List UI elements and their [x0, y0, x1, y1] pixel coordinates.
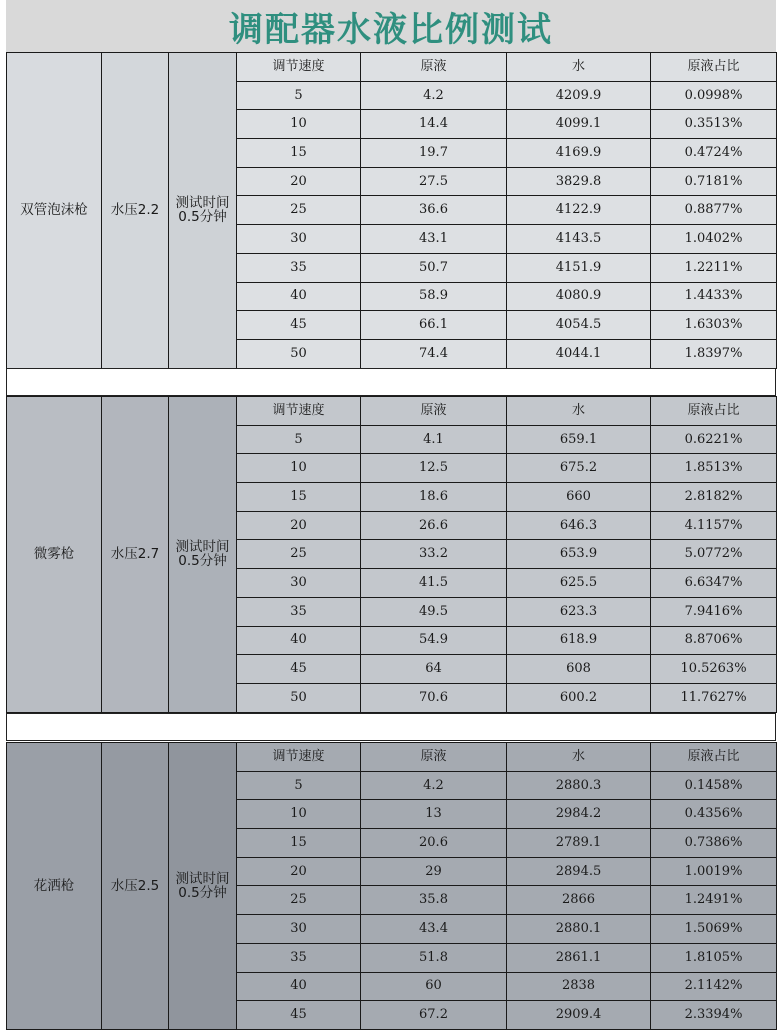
cell-ratio: 1.8397% [651, 339, 777, 368]
column-header-ratio: 原液占比 [651, 397, 777, 426]
cell-speed: 35 [237, 253, 361, 282]
cell-concentrate: 43.1 [361, 225, 507, 254]
cell-concentrate: 74.4 [361, 339, 507, 368]
cell-ratio: 8.8706% [651, 626, 777, 655]
cell-water: 2866 [507, 886, 651, 915]
cell-ratio: 1.2211% [651, 253, 777, 282]
section-mist-gun [6, 396, 776, 713]
table-body [7, 397, 777, 713]
cell-concentrate: 4.2 [361, 81, 507, 110]
column-header-speed: 调节速度 [237, 397, 361, 426]
cell-water: 3829.8 [507, 167, 651, 196]
table-body [7, 743, 777, 1030]
cell-speed: 45 [237, 655, 361, 684]
cell-ratio: 1.0019% [651, 857, 777, 886]
cell-speed: 50 [237, 683, 361, 712]
column-header-ratio: 原液占比 [651, 53, 777, 82]
cell-speed: 35 [237, 597, 361, 626]
cell-ratio: 1.2491% [651, 886, 777, 915]
cell-speed: 5 [237, 771, 361, 800]
cell-concentrate: 67.2 [361, 1001, 507, 1030]
test-time-value: 0.5分钟 [178, 209, 227, 226]
cell-water: 675.2 [507, 454, 651, 483]
section-shower-gun [6, 742, 776, 1030]
cell-ratio: 0.1458% [651, 771, 777, 800]
cell-concentrate: 26.6 [361, 511, 507, 540]
cell-speed: 5 [237, 81, 361, 110]
cell-water: 623.3 [507, 597, 651, 626]
cell-speed: 20 [237, 167, 361, 196]
cell-ratio: 1.4433% [651, 282, 777, 311]
cell-speed: 25 [237, 540, 361, 569]
cell-concentrate: 70.6 [361, 683, 507, 712]
cell-water: 2789.1 [507, 829, 651, 858]
test-time-value: 0.5分钟 [178, 884, 227, 901]
cell-concentrate: 18.6 [361, 483, 507, 512]
cell-ratio: 10.5263% [651, 655, 777, 684]
cell-speed: 50 [237, 339, 361, 368]
cell-ratio: 0.0998% [651, 81, 777, 110]
cell-water: 2880.3 [507, 771, 651, 800]
cell-concentrate: 64 [361, 655, 507, 684]
gun-type-cell [7, 53, 102, 369]
column-header-water: 水 [507, 53, 651, 82]
cell-water: 4209.9 [507, 81, 651, 110]
data-table [6, 742, 777, 1030]
cell-speed: 35 [237, 943, 361, 972]
cell-water: 2838 [507, 972, 651, 1001]
cell-ratio: 0.4724% [651, 139, 777, 168]
test-time-label: 测试时间 [175, 539, 230, 556]
pressure-label: 水压2.7 [110, 546, 160, 563]
cell-water: 4151.9 [507, 253, 651, 282]
cell-speed: 20 [237, 857, 361, 886]
cell-speed: 5 [237, 425, 361, 454]
cell-concentrate: 20.6 [361, 829, 507, 858]
pressure-cell [102, 397, 169, 713]
cell-water: 2861.1 [507, 943, 651, 972]
cell-concentrate: 49.5 [361, 597, 507, 626]
gun-type-label: 花洒枪 [33, 877, 75, 894]
test-time-cell [169, 53, 237, 369]
pressure-cell [102, 53, 169, 369]
cell-speed: 25 [237, 196, 361, 225]
column-header-water: 水 [507, 743, 651, 772]
cell-concentrate: 29 [361, 857, 507, 886]
cell-water: 4099.1 [507, 110, 651, 139]
cell-speed: 30 [237, 915, 361, 944]
test-time-value: 0.5分钟 [178, 553, 227, 570]
cell-water: 660 [507, 483, 651, 512]
cell-ratio: 5.0772% [651, 540, 777, 569]
cell-water: 608 [507, 655, 651, 684]
cell-concentrate: 4.1 [361, 425, 507, 454]
cell-water: 4169.9 [507, 139, 651, 168]
cell-speed: 15 [237, 829, 361, 858]
gun-type-label: 微雾枪 [33, 546, 75, 563]
table-header-row [7, 53, 777, 82]
cell-speed: 30 [237, 225, 361, 254]
cell-water: 4054.5 [507, 311, 651, 340]
cell-concentrate: 58.9 [361, 282, 507, 311]
cell-speed: 45 [237, 311, 361, 340]
test-time-label: 测试时间 [175, 195, 230, 212]
cell-ratio: 1.5069% [651, 915, 777, 944]
cell-concentrate: 19.7 [361, 139, 507, 168]
cell-concentrate: 12.5 [361, 454, 507, 483]
cell-water: 646.3 [507, 511, 651, 540]
gun-type-label: 双管泡沫枪 [20, 202, 88, 219]
cell-concentrate: 36.6 [361, 196, 507, 225]
cell-water: 600.2 [507, 683, 651, 712]
column-header-concentrate: 原液 [361, 397, 507, 426]
section-divider [6, 368, 776, 396]
column-header-concentrate: 原液 [361, 743, 507, 772]
cell-water: 4122.9 [507, 196, 651, 225]
cell-water: 653.9 [507, 540, 651, 569]
cell-speed: 40 [237, 972, 361, 1001]
data-table [6, 52, 777, 369]
cell-water: 618.9 [507, 626, 651, 655]
cell-speed: 10 [237, 454, 361, 483]
cell-ratio: 1.0402% [651, 225, 777, 254]
cell-concentrate: 33.2 [361, 540, 507, 569]
data-table [6, 396, 777, 713]
cell-ratio: 1.8513% [651, 454, 777, 483]
cell-ratio: 0.7181% [651, 167, 777, 196]
cell-concentrate: 51.8 [361, 943, 507, 972]
cell-ratio: 2.8182% [651, 483, 777, 512]
column-header-speed: 调节速度 [237, 743, 361, 772]
cell-water: 4080.9 [507, 282, 651, 311]
cell-ratio: 1.8105% [651, 943, 777, 972]
cell-concentrate: 41.5 [361, 569, 507, 598]
section-foam-gun [6, 52, 776, 369]
cell-ratio: 0.8877% [651, 196, 777, 225]
cell-concentrate: 35.8 [361, 886, 507, 915]
cell-concentrate: 54.9 [361, 626, 507, 655]
test-time-cell [169, 743, 237, 1030]
cell-concentrate: 13 [361, 800, 507, 829]
cell-concentrate: 14.4 [361, 110, 507, 139]
test-time-label: 测试时间 [175, 870, 230, 887]
cell-speed: 10 [237, 800, 361, 829]
column-header-concentrate: 原液 [361, 53, 507, 82]
cell-concentrate: 60 [361, 972, 507, 1001]
cell-concentrate: 4.2 [361, 771, 507, 800]
cell-ratio: 1.6303% [651, 311, 777, 340]
cell-ratio: 11.7627% [651, 683, 777, 712]
pressure-label: 水压2.2 [110, 202, 160, 219]
cell-water: 4044.1 [507, 339, 651, 368]
cell-concentrate: 66.1 [361, 311, 507, 340]
gun-type-cell [7, 743, 102, 1030]
table-header-row [7, 397, 777, 426]
cell-ratio: 0.6221% [651, 425, 777, 454]
cell-water: 625.5 [507, 569, 651, 598]
cell-ratio: 2.1142% [651, 972, 777, 1001]
cell-water: 2984.2 [507, 800, 651, 829]
pressure-label: 水压2.5 [110, 877, 160, 894]
cell-water: 2894.5 [507, 857, 651, 886]
cell-speed: 25 [237, 886, 361, 915]
table-body [7, 53, 777, 369]
cell-ratio: 2.3394% [651, 1001, 777, 1030]
cell-water: 4143.5 [507, 225, 651, 254]
column-header-speed: 调节速度 [237, 53, 361, 82]
cell-ratio: 0.4356% [651, 800, 777, 829]
column-header-ratio: 原液占比 [651, 743, 777, 772]
pressure-cell [102, 743, 169, 1030]
cell-concentrate: 43.4 [361, 915, 507, 944]
cell-speed: 45 [237, 1001, 361, 1030]
cell-speed: 15 [237, 483, 361, 512]
table-header-row [7, 743, 777, 772]
cell-water: 659.1 [507, 425, 651, 454]
cell-ratio: 6.6347% [651, 569, 777, 598]
gun-type-cell [7, 397, 102, 713]
cell-speed: 40 [237, 282, 361, 311]
cell-ratio: 4.1157% [651, 511, 777, 540]
cell-ratio: 7.9416% [651, 597, 777, 626]
cell-water: 2880.1 [507, 915, 651, 944]
column-header-water: 水 [507, 397, 651, 426]
cell-speed: 40 [237, 626, 361, 655]
page-title: 调配器水液比例测试 [229, 9, 553, 50]
title-bar [6, 0, 776, 52]
cell-speed: 30 [237, 569, 361, 598]
section-divider [6, 713, 776, 741]
cell-ratio: 0.3513% [651, 110, 777, 139]
cell-speed: 10 [237, 110, 361, 139]
cell-speed: 20 [237, 511, 361, 540]
cell-concentrate: 50.7 [361, 253, 507, 282]
cell-water: 2909.4 [507, 1001, 651, 1030]
cell-ratio: 0.7386% [651, 829, 777, 858]
test-time-cell [169, 397, 237, 713]
cell-speed: 15 [237, 139, 361, 168]
cell-concentrate: 27.5 [361, 167, 507, 196]
